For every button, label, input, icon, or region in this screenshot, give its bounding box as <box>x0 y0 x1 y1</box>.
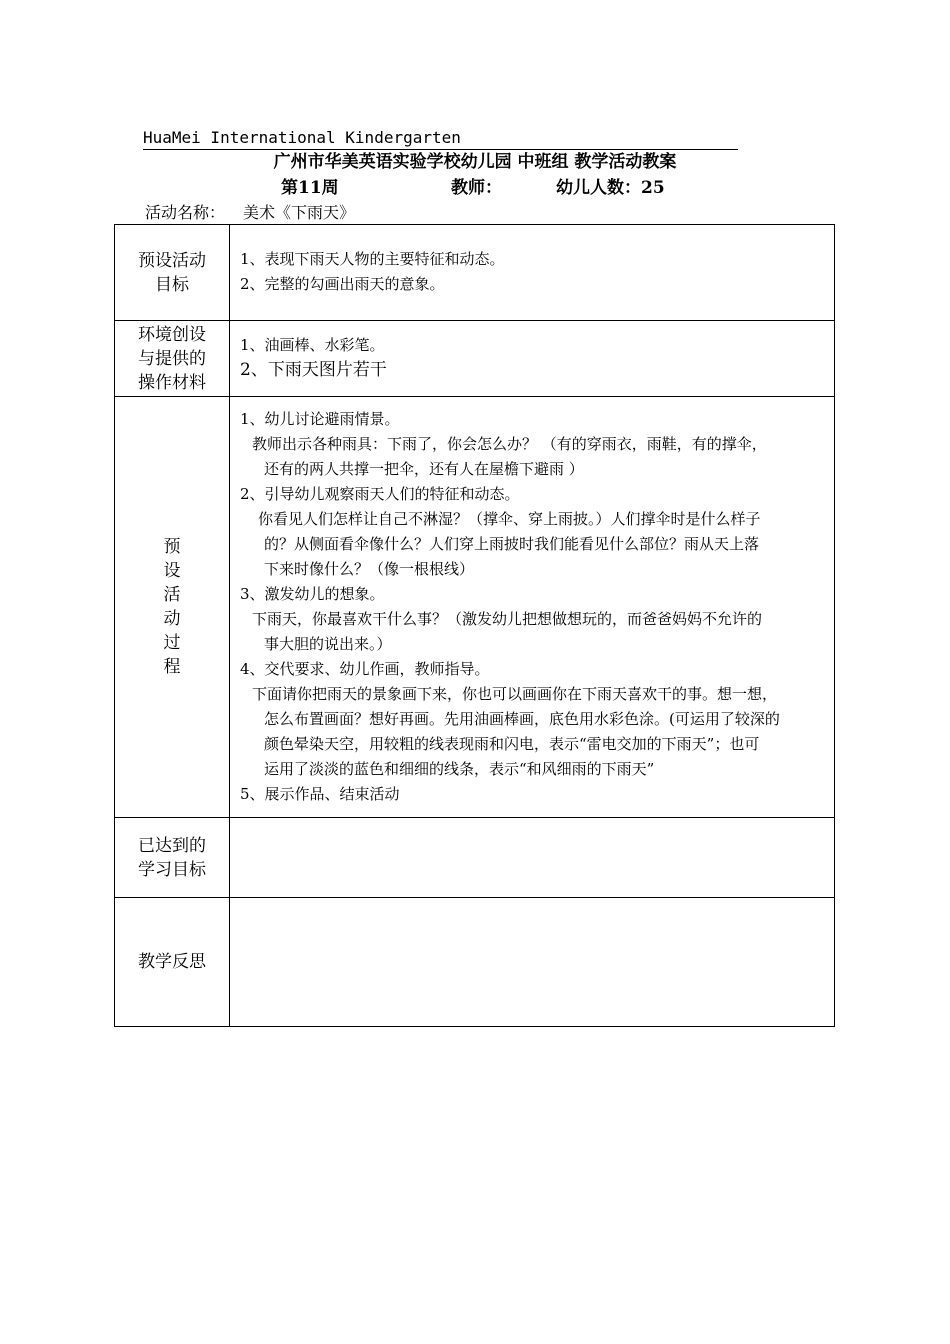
step-text: 事大胆的说出来。） <box>264 635 392 653</box>
step-title: 5、展示作品、结束活动 <box>240 785 400 803</box>
process-label-char: 设 <box>163 561 181 581</box>
achieved-label-line: 已达到的 <box>138 835 206 856</box>
goals-content <box>230 225 835 321</box>
goal-item: 2、完整的勾画出雨天的意象。 <box>240 275 445 293</box>
step-text: 下来时像什么？（像一根根线） <box>264 560 475 578</box>
step-text: 还有的两人共撑一把伞，还有人在屋檐下避雨 ） <box>264 460 584 478</box>
process-label-char: 动 <box>163 609 181 629</box>
school-english-name: HuaMei International Kindergarten <box>143 128 738 150</box>
reflection-content <box>230 898 835 1027</box>
process-row <box>115 397 835 818</box>
document-title: 广州市华美英语实验学校幼儿园 中班组 教学活动教案 <box>273 152 677 172</box>
reflection-label: 教学反思 <box>115 898 230 1027</box>
achieved-label-line: 学习目标 <box>138 859 206 880</box>
material-item: 1、油画棒、水彩笔。 <box>240 336 385 354</box>
activity-name-value: 美术《下雨天》 <box>243 203 356 222</box>
materials-label <box>115 321 230 397</box>
step-text: 颜色晕染天空，用较粗的线表现雨和闪电，表示“雷电交加的下雨天”；也可 <box>264 735 760 753</box>
step-text: 下雨天，你最喜欢干什么事？（激发幼儿把想做想玩的，而爸爸妈妈不允许的 <box>252 610 763 628</box>
step-title: 1、幼儿讨论避雨情景。 <box>240 410 400 428</box>
achieved-label <box>115 818 230 898</box>
activity-name-label: 活动名称： <box>145 203 226 222</box>
materials-label-line: 操作材料 <box>138 372 206 393</box>
step-text: 运用了淡淡的蓝色和细细的线条，表示“和风细雨的下雨天” <box>264 760 655 778</box>
activity-name-line <box>145 203 355 223</box>
goal-item: 1、表现下雨天人物的主要特征和动态。 <box>240 250 505 268</box>
goals-label <box>115 225 230 321</box>
goals-label-line: 目标 <box>155 274 189 295</box>
step-title: 4、交代要求、幼儿作画，教师指导。 <box>240 660 490 678</box>
step-text: 的？从侧面看伞像什么？人们穿上雨披时我们能看见什么部位？雨从天上落 <box>264 535 760 553</box>
process-label <box>115 397 230 818</box>
step-title: 2、引导幼儿观察雨天人们的特征和动态。 <box>240 485 520 503</box>
goals-label-line: 预设活动 <box>138 250 206 271</box>
achieved-row <box>115 818 835 898</box>
week-label: 第11周 <box>281 178 339 198</box>
step-title: 3、激发幼儿的想象。 <box>240 585 385 603</box>
materials-content <box>230 321 835 397</box>
process-label-char: 过 <box>163 633 181 653</box>
process-content <box>230 397 835 818</box>
reflection-row <box>115 898 835 1027</box>
process-label-char: 程 <box>163 657 181 677</box>
step-text: 你看见人们怎样让自己不淋湿？（撑伞、穿上雨披。）人们撑伞时是什么样子 <box>258 510 761 528</box>
achieved-content <box>230 818 835 898</box>
goals-row <box>115 225 835 321</box>
material-item: 2、下雨天图片若干 <box>240 360 387 380</box>
process-label-char: 预 <box>163 537 181 557</box>
children-count: 幼儿人数：25 <box>556 178 665 198</box>
materials-label-line: 与提供的 <box>138 348 206 369</box>
step-text: 教师出示各种雨具：下雨了，你会怎么办？ （有的穿雨衣，雨鞋，有的撑伞， <box>252 435 767 453</box>
materials-label-line: 环境创设 <box>138 324 206 345</box>
step-text: 下面请你把雨天的景象画下来，你也可以画画你在下雨天喜欢干的事。想一想， <box>252 685 778 703</box>
lesson-plan-table <box>114 224 835 1027</box>
step-text: 怎么布置画面？想好再画。先用油画棒画，底色用水彩色涂。(可运用了较深的 <box>264 710 780 728</box>
process-label-char: 活 <box>163 585 181 605</box>
teacher-label: 教师： <box>451 178 502 198</box>
materials-row <box>115 321 835 397</box>
